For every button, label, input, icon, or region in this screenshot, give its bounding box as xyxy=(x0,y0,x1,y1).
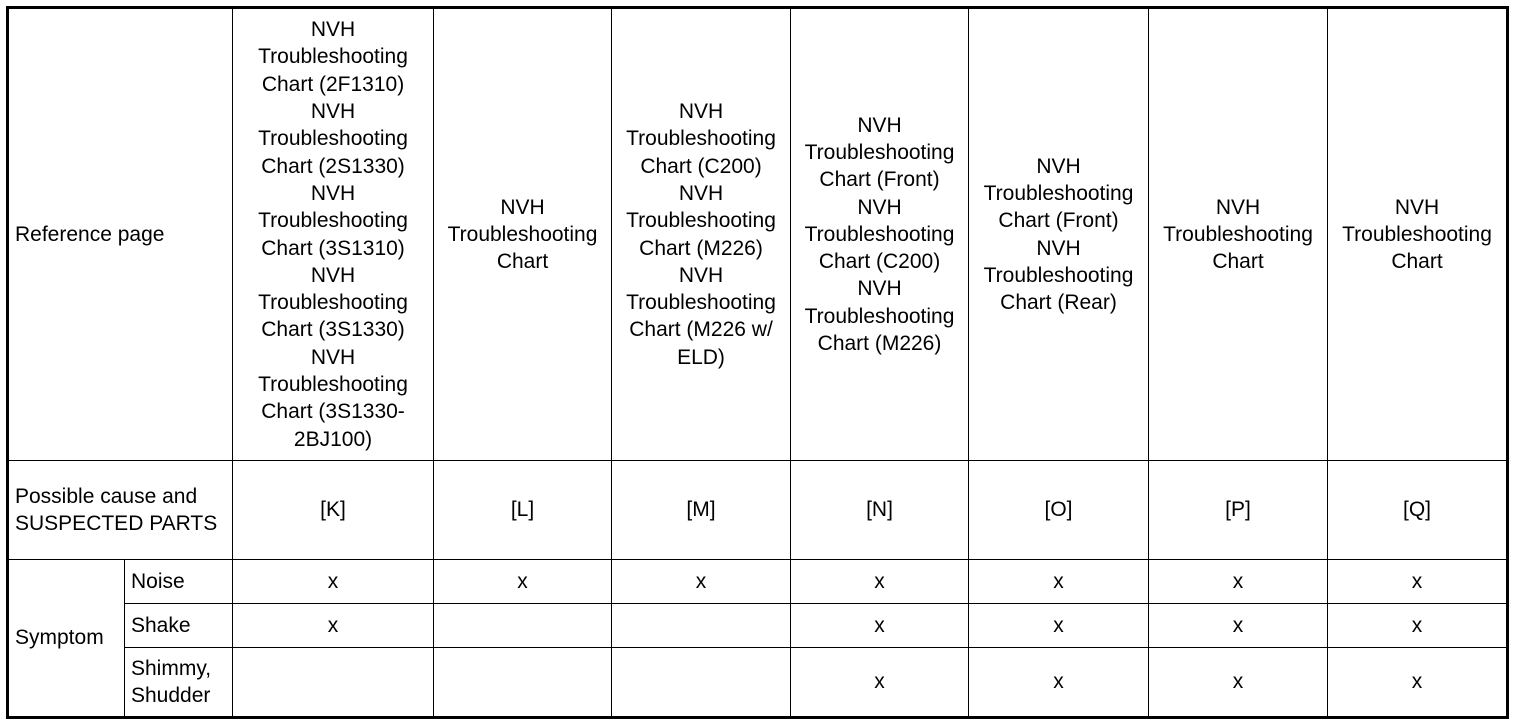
reference-cell-m xyxy=(612,8,791,461)
symptom-row-shimmy-shudder xyxy=(8,648,1508,718)
symptom-name: Shake xyxy=(125,604,233,648)
reference-chart-title: NVH Troubleshooting Chart (Front) xyxy=(983,154,1134,233)
symptom-mark xyxy=(233,648,434,718)
reference-chart-title: NVH Troubleshooting Chart (M226) xyxy=(804,277,955,356)
symptom-row-shake xyxy=(8,604,1508,648)
reference-row xyxy=(8,8,1508,461)
reference-chart-title: NVH Troubleshooting Chart (2F1310) xyxy=(258,18,408,96)
reference-chart-title: NVH Troubleshooting Chart (3S1310) xyxy=(258,181,408,260)
symptom-name: Noise xyxy=(125,560,233,604)
reference-chart-title: NVH Troubleshooting Chart (C200) xyxy=(804,195,955,274)
symptom-mark xyxy=(434,648,612,718)
symptom-name: Shimmy, Shudder xyxy=(125,648,233,718)
symptom-mark: x xyxy=(1149,604,1328,648)
cause-code: [Q] xyxy=(1328,461,1508,560)
reference-cell-q xyxy=(1328,8,1508,461)
reference-cell-o xyxy=(969,8,1149,461)
cause-row xyxy=(8,461,1508,560)
reference-chart-title: NVH Troubleshooting Chart (3S1330-2BJ100) xyxy=(258,345,408,451)
symptom-mark: x xyxy=(791,648,969,718)
symptom-mark: x xyxy=(612,560,791,604)
cause-code: [L] xyxy=(434,461,612,560)
symptom-mark: x xyxy=(233,560,434,604)
symptom-mark xyxy=(612,604,791,648)
possible-cause-label: Possible cause and SUSPECTED PARTS xyxy=(8,461,233,560)
cause-code: [O] xyxy=(969,461,1149,560)
reference-chart-title: NVH Troubleshooting Chart xyxy=(1163,195,1313,274)
reference-cell-n xyxy=(791,8,969,461)
reference-chart-title: NVH Troubleshooting Chart (C200) xyxy=(626,100,776,178)
reference-chart-title: NVH Troubleshooting Chart xyxy=(1342,195,1492,274)
symptom-mark xyxy=(612,648,791,718)
reference-chart-title: NVH Troubleshooting Chart (3S1330) xyxy=(258,263,408,342)
symptom-mark: x xyxy=(1328,604,1508,648)
reference-cell-p xyxy=(1149,8,1328,461)
cause-code: [M] xyxy=(612,461,791,560)
symptom-mark: x xyxy=(1149,560,1328,604)
reference-chart-title: NVH Troubleshooting Chart (M226) xyxy=(626,181,776,260)
symptom-mark: x xyxy=(434,560,612,604)
nvh-troubleshooting-table xyxy=(6,6,1509,719)
reference-cell-l xyxy=(434,8,612,461)
symptom-mark: x xyxy=(1328,648,1508,718)
reference-chart-title: NVH Troubleshooting Chart (Front) xyxy=(804,113,955,192)
symptom-mark: x xyxy=(969,560,1149,604)
reference-cell-k xyxy=(233,8,434,461)
symptom-row-noise xyxy=(8,560,1508,604)
symptom-mark: x xyxy=(791,604,969,648)
symptom-mark: x xyxy=(969,648,1149,718)
reference-chart-title: NVH Troubleshooting Chart (2S1330) xyxy=(258,100,408,178)
reference-page-label: Reference page xyxy=(8,8,233,461)
reference-chart-title: NVH Troubleshooting Chart (M226 w/ ELD) xyxy=(626,263,776,369)
symptom-mark: x xyxy=(233,604,434,648)
reference-chart-title: NVH Troubleshooting Chart xyxy=(447,195,598,274)
symptom-mark: x xyxy=(969,604,1149,648)
cause-code: [N] xyxy=(791,461,969,560)
symptom-label: Symptom xyxy=(8,560,125,718)
cause-code: [K] xyxy=(233,461,434,560)
reference-chart-title: NVH Troubleshooting Chart (Rear) xyxy=(983,236,1134,315)
symptom-mark: x xyxy=(1328,560,1508,604)
symptom-mark: x xyxy=(791,560,969,604)
cause-code: [P] xyxy=(1149,461,1328,560)
symptom-mark xyxy=(434,604,612,648)
symptom-mark: x xyxy=(1149,648,1328,718)
